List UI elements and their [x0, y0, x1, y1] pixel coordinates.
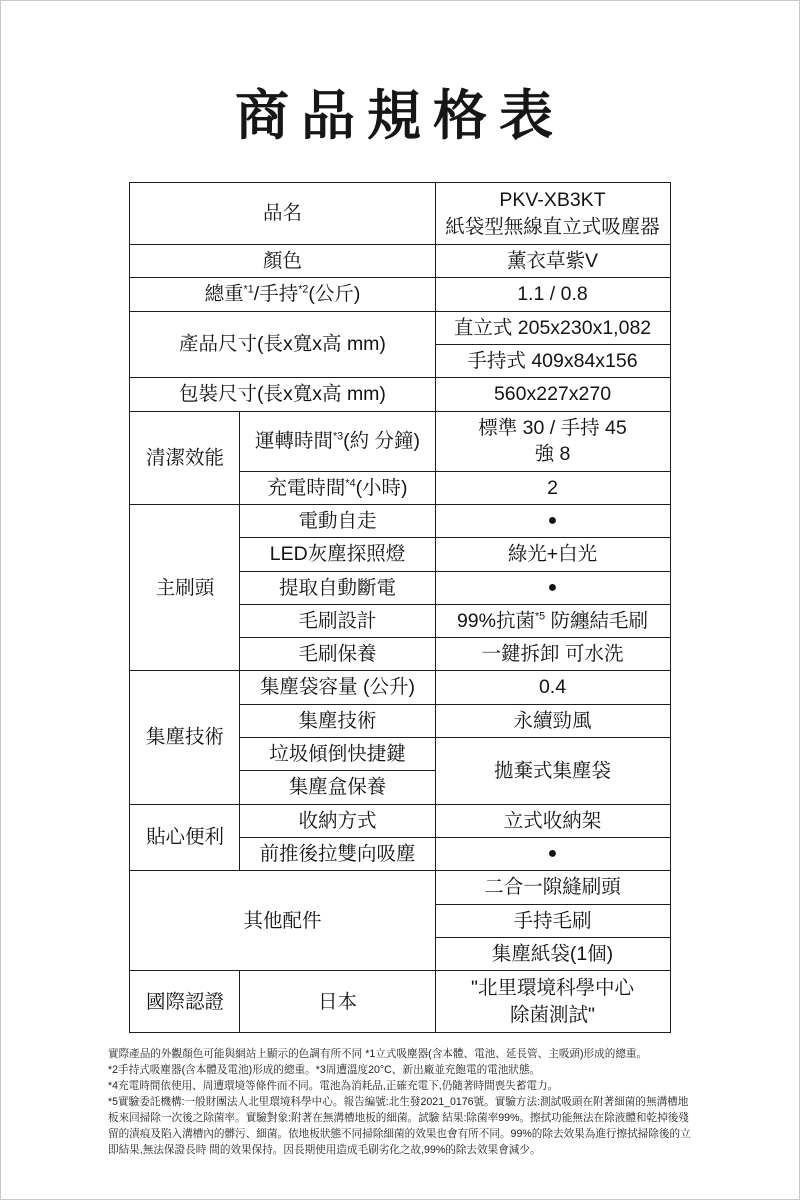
dust-tech-label: 集塵技術	[240, 704, 435, 737]
brush-design-footnote-ref: *5	[534, 610, 546, 623]
certification-value-line2: 除菌測試"	[510, 1003, 595, 1026]
weight-label-part1: 總重	[204, 283, 244, 306]
table-row	[130, 671, 670, 704]
product-size-handheld-value: 手持式 409x84x156	[435, 344, 670, 377]
table-row	[130, 183, 670, 245]
runtime-value	[435, 411, 670, 471]
dust-capacity-label: 集塵袋容量 (公升)	[240, 671, 435, 704]
certification-country: 日本	[240, 971, 435, 1033]
dual-suction-label: 前推後拉雙向吸塵	[240, 838, 435, 871]
led-light-value: 綠光+白光	[435, 538, 670, 571]
category-cleaning: 清潔效能	[130, 411, 240, 504]
runtime-value-line2: 強 8	[534, 443, 571, 466]
dust-tech-value: 永續勁風	[435, 704, 670, 737]
accessory-item-1: 二合一隙縫刷頭	[435, 871, 670, 904]
table-row	[130, 378, 670, 411]
product-model: PKV-XB3KT	[499, 189, 606, 212]
self-drive-label: 電動自走	[240, 504, 435, 537]
table-row	[130, 278, 670, 311]
charge-time-label-part2: (小時)	[355, 476, 408, 499]
runtime-label-part2: (約 分鐘)	[343, 429, 421, 452]
weight-footnote-ref-2: *2	[298, 283, 309, 296]
runtime-footnote-ref: *3	[332, 430, 344, 443]
auto-cutoff-value: ●	[435, 571, 670, 604]
charge-time-label-part1: 充電時間	[267, 476, 346, 499]
weight-value: 1.1 / 0.8	[435, 278, 670, 311]
table-row	[130, 804, 670, 837]
charge-time-value: 2	[435, 471, 670, 504]
table-row	[130, 411, 670, 471]
weight-footnote-ref-1: *1	[243, 283, 254, 296]
footnotes	[108, 1047, 692, 1158]
accessories-label: 其他配件	[130, 871, 435, 971]
runtime-label-part1: 運轉時間	[254, 429, 333, 452]
weight-label-part2: /手持	[253, 283, 299, 306]
storage-label: 收納方式	[240, 804, 435, 837]
brush-design-value-part2: 防纏結毛刷	[545, 609, 649, 632]
table-row	[130, 971, 670, 1033]
footnote-line: *4充電時間依使用、周遭環境等條件而不同。電池為消耗品,正確充電下,仍隨著時間喪失蓄電力。	[108, 1080, 559, 1093]
table-row	[130, 871, 670, 904]
runtime-value-line1: 標準 30 / 手持 45	[478, 416, 627, 439]
charge-time-label	[240, 471, 435, 504]
storage-value: 立式收納架	[435, 804, 670, 837]
accessory-item-3: 集塵紙袋(1個)	[435, 937, 670, 970]
footnote-line: *5實驗委託機構:一般財團法人北里環境科學中心。報告編號:北生發2021_0176號。實驗方法:測試吸頭在附著細菌的無溝槽地板來回掃除一次後之除菌率。實驗對象:附著在無溝槽地板的細菌。試驗 結果:除菌率99%。擦拭功能無法在除液體和乾掉後殘留的漬痕及陷入溝槽內的髒污、細菌。依地板狀態不同掃除細菌的效果也會有所不同。99%的除去效果為進行擦拭掃除後的立即結果,無法保證長時 間的效果保持。因長期使用造成毛刷劣化之故,99%的除去效果會減少。	[108, 1095, 691, 1156]
quick-empty-label: 垃圾傾倒快捷鍵	[240, 738, 435, 771]
product-size-label: 產品尺寸(長x寬x高 mm)	[130, 311, 435, 378]
brush-design-label: 毛刷設計	[240, 604, 435, 637]
dust-bag-value: 拋棄式集塵袋	[435, 738, 670, 805]
certification-value	[435, 971, 670, 1033]
certification-label: 國際認證	[130, 971, 240, 1033]
product-type: 紙袋型無線直立式吸塵器	[445, 215, 660, 238]
table-row	[130, 245, 670, 278]
brush-design-value	[435, 604, 670, 637]
page-title: 商品規格表	[235, 86, 565, 146]
brush-design-value-part1: 99%抗菌	[456, 609, 535, 632]
category-main-brush: 主刷頭	[130, 504, 240, 671]
dust-box-care-label: 集塵盒保養	[240, 771, 435, 804]
table-row	[130, 504, 670, 537]
package-size-label: 包裝尺寸(長x寬x高 mm)	[130, 378, 435, 411]
runtime-label	[240, 411, 435, 471]
product-name-label: 品名	[130, 183, 435, 245]
color-label: 顏色	[130, 245, 435, 278]
footnote-line: *2手持式吸塵器(含本體及電池)形成的總重。*3周遭溫度20°C、新出廠並充飽電的電池狀態。	[108, 1064, 541, 1077]
dust-capacity-value: 0.4	[435, 671, 670, 704]
weight-label-part3: (公斤)	[308, 283, 361, 306]
brush-care-value: 一鍵拆卸 可水洗	[435, 638, 670, 671]
footnote-line: 實際產品的外觀顏色可能與網站上顯示的色調有所不同 *1立式吸塵器(含本體、電池、延長管、主吸頭)形成的總重。	[108, 1048, 648, 1061]
led-light-label: LED灰塵探照燈	[240, 538, 435, 571]
product-size-upright-value: 直立式 205x230x1,082	[435, 311, 670, 344]
weight-label	[130, 278, 435, 311]
category-convenience: 貼心便利	[130, 804, 240, 871]
certification-value-line1: "北里環境科學中心	[471, 977, 634, 1000]
product-name-value	[435, 183, 670, 245]
spec-table	[129, 182, 670, 1033]
charge-time-footnote-ref: *4	[345, 477, 356, 490]
auto-cutoff-label: 提取自動斷電	[240, 571, 435, 604]
self-drive-value: ●	[435, 504, 670, 537]
accessory-item-2: 手持毛刷	[435, 904, 670, 937]
dual-suction-value: ●	[435, 838, 670, 871]
color-value: 薰衣草紫V	[435, 245, 670, 278]
package-size-value: 560x227x270	[435, 378, 670, 411]
brush-care-label: 毛刷保養	[240, 638, 435, 671]
category-dust-tech: 集塵技術	[130, 671, 240, 804]
table-row	[130, 311, 670, 344]
